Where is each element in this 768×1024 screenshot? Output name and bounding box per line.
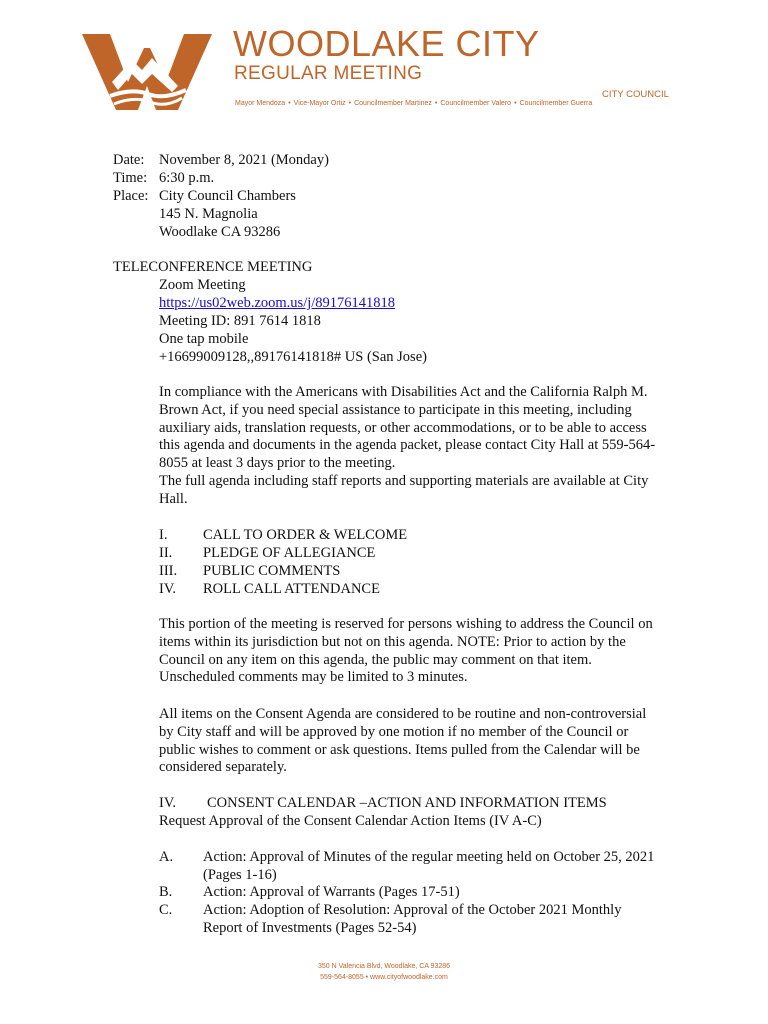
agenda-number: I. [159, 527, 168, 543]
one-tap-label: One tap mobile [159, 331, 249, 347]
council-members [235, 100, 592, 107]
consent-item-text: Action: Adoption of Resolution: Approval of the October 2021 Monthly Report of Investments (Pages 52-54) [203, 902, 622, 936]
zoom-platform: Zoom Meeting [159, 277, 246, 293]
council-label: CITY COUNCIL [602, 89, 669, 100]
separator: • [348, 100, 352, 107]
ada-paragraph: In compliance with the Americans with Disabilities Act and the California Ralph M. Brown Act, if you need special assistance to participate in this meeting, including auxiliary aids, translation requests, or other accommodations, or to be able to access this agenda and documents in the agenda packet, please contact City Hall at 559-564-8055 at least 3 days prior to the meeting. [159, 384, 656, 472]
agenda-title: PUBLIC COMMENTS [203, 563, 341, 579]
agenda-title: CALL TO ORDER & WELCOME [203, 527, 408, 543]
separator: • [288, 100, 291, 107]
place-row [113, 188, 296, 206]
availability-paragraph: The full agenda including staff reports and supporting materials are available at City Hall. [159, 473, 649, 507]
time-label: Time: [113, 170, 148, 186]
time-value: 6:30 p.m. [159, 170, 215, 186]
separator: • [514, 100, 517, 107]
separator: • [434, 100, 438, 107]
consent-item-text: Action: Approval of Minutes of the regular meeting held on October 25, 2021 (Pages 1-16) [203, 849, 655, 883]
woodlake-logo [82, 30, 212, 112]
date-row [113, 152, 329, 170]
consent-title: CONSENT CALENDAR –ACTION AND INFORMATION ITEMS [207, 795, 607, 811]
member-name: Mayor Mendoza [235, 100, 286, 107]
org-name: WOODLAKE CITY [233, 23, 540, 64]
place-line: City Council Chambers [159, 188, 296, 204]
footer-address: 350 N Valencia Blvd, Woodlake, CA 93286 [317, 963, 451, 970]
teleconference-heading: TELECONFERENCE MEETING [113, 259, 313, 275]
date-value: November 8, 2021 (Monday) [159, 152, 329, 168]
consent-item-letter: B. [159, 884, 173, 900]
consent-item-letter: A. [159, 849, 174, 865]
member-name: Councilmember Valero [440, 100, 512, 107]
footer-contact: 559-564-8055 • www.cityofwoodlake.com [320, 974, 448, 981]
place-line: Woodlake CA 93286 [159, 224, 281, 240]
date-label: Date: [113, 152, 145, 168]
agenda-title: PLEDGE OF ALLEGIANCE [203, 545, 376, 561]
zoom-link[interactable]: https://us02web.zoom.us/j/89176141818 [159, 295, 396, 311]
consent-intro-paragraph: All items on the Consent Agenda are considered to be routine and non-controversial by City staff and will be approved by one motion if no member of the Council or public wishes to comment or ask questions. Items pulled from the Calendar will be considered separately. [159, 706, 647, 776]
consent-number: IV. [159, 795, 177, 811]
member-name: Vice-Mayor Ortiz [293, 100, 346, 107]
agenda-title: ROLL CALL ATTENDANCE [203, 581, 380, 597]
dial-in-number: +16699009128,,89176141818# US (San Jose) [159, 349, 427, 365]
meeting-type: REGULAR MEETING [234, 63, 423, 84]
consent-item-letter: C. [159, 902, 173, 918]
time-row [113, 170, 214, 188]
agenda-number: III. [159, 563, 178, 579]
meeting-id: Meeting ID: 891 7614 1818 [159, 313, 321, 329]
member-name: Councilmember Guerra [519, 100, 593, 107]
member-name: Councilmember Martinez [354, 100, 432, 107]
agenda-number: IV. [159, 581, 177, 597]
place-label: Place: [113, 188, 149, 204]
consent-request: Request Approval of the Consent Calendar Action Items (IV A-C) [159, 813, 542, 829]
place-line: 145 N. Magnolia [159, 206, 258, 222]
public-comment-paragraph: This portion of the meeting is reserved for persons wishing to address the Council on items within its jurisdiction but not on this agenda. NOTE: Prior to action by the Council on any item on this agenda, the public may comment on that item. Unscheduled comments may be limited to 3 minutes. [159, 616, 653, 686]
consent-item-text: Action: Approval of Warrants (Pages 17-51) [203, 884, 460, 900]
agenda-number: II. [159, 545, 173, 561]
